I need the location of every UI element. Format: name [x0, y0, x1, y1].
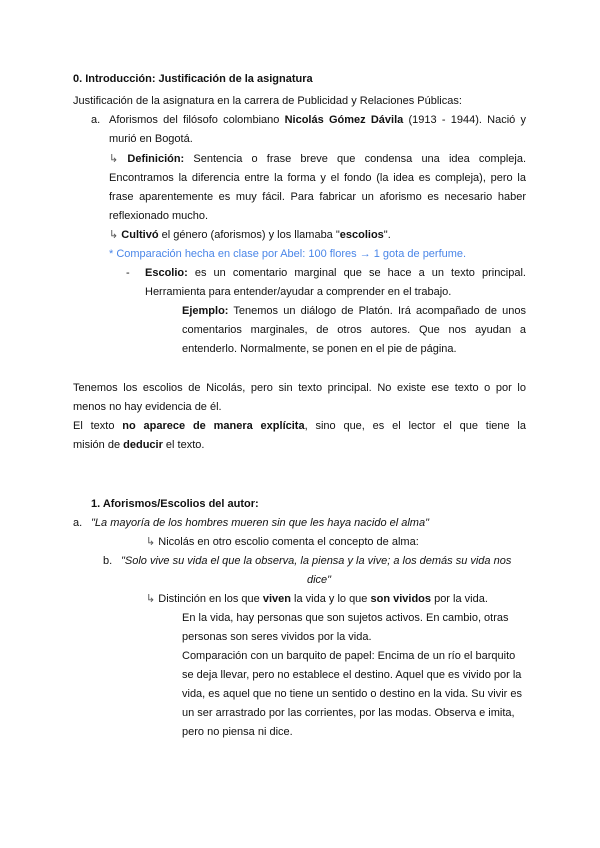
item-a-line-1: [109, 113, 526, 127]
barquito-line-5: pero no piensa ni dice.: [182, 726, 293, 738]
barquito-line-1: Comparación con un barquito de papel: Encima de un río el barquito: [182, 650, 516, 662]
texto-l2-post: el texto.: [162, 439, 205, 451]
distincion-line: [146, 592, 488, 606]
s1-marker-a: a.: [73, 517, 83, 529]
quote-a-note: [146, 535, 419, 549]
cultivo-bold: Cultivó: [121, 229, 159, 241]
definicion-line-2: Encontramos la diferencia entre la forma y el fondo (la idea es compleja), pero la: [109, 172, 526, 184]
son-vividos-bold: son vividos: [370, 593, 432, 605]
texto-l2-pre: misión de: [73, 439, 124, 451]
section-0-intro: Justificación de la asignatura en la carrera de Publicidad y Relaciones Públicas:: [73, 95, 462, 107]
class-comparison-note: * Comparación hecha en clase por Abel: 100 flores → 1 gota de perfume.: [109, 248, 467, 260]
definicion-line-3: frase aparentemente es muy fácil. Para fabricar un aforismo es necesario haber: [109, 191, 526, 203]
distincion-mid: la vida y lo que: [290, 593, 371, 605]
texto-bold: no aparece de manera explícita: [122, 420, 305, 432]
barquito-line-3: vida, es aquel que no tiene un sentido o destino en la vida. Su vivir es: [182, 688, 523, 700]
escolio-label: Escolio:: [145, 267, 188, 279]
vida-line-2: personas son seres vividos por la vida.: [182, 631, 372, 643]
barquito-line-4: un ser arrastrado por las corrientes, por las modas. Observa e imita,: [182, 707, 515, 719]
quote-b-line-1: "Solo vive su vida el que la observa, la piensa y la vive; a los demás su vida nos: [121, 555, 512, 567]
cultivo-text: el género (aforismos) y los llamaba ": [158, 229, 340, 241]
quote-a: "La mayoría de los hombres mueren sin que les haya nacido el alma": [91, 517, 429, 529]
ejemplo-label: Ejemplo:: [182, 305, 229, 317]
definicion-line-4: reflexionado mucho.: [109, 210, 209, 222]
s1-marker-b: b.: [103, 555, 113, 567]
subitem-arrow-icon: ↳: [146, 536, 156, 548]
escolios-bold: escolios: [339, 229, 384, 241]
list-marker-a: a.: [91, 114, 101, 126]
quote-b-line-2: dice": [307, 574, 332, 586]
escolio-dash: -: [126, 267, 130, 279]
texto-post: , sino que, es el lector el que tiene la: [304, 420, 526, 432]
viven-bold: viven: [262, 593, 291, 605]
ejemplo-line-2: comentarios marginales, de otros autores. Que nos ayudan a: [182, 324, 526, 336]
texto-paragraph-line-1: [73, 419, 526, 433]
escolio-text: es un comentario marginal que se hace a un texto principal.: [187, 267, 526, 279]
escolio-line-2: Herramienta para entender/ayudar a comprender en el trabajo.: [145, 286, 452, 298]
definicion-text: Sentencia o frase breve que condensa una idea compleja.: [184, 153, 526, 165]
vida-line-1: En la vida, hay personas que son sujetos activos. En cambio, otras: [182, 612, 509, 624]
section-0-title: 0. Introducción: Justificación de la asignatura: [73, 73, 313, 85]
section-1-title: 1. Aforismos/Escolios del autor:: [91, 498, 259, 510]
distincion-post: por la vida.: [431, 593, 488, 605]
cultivo-line: [109, 228, 391, 242]
author-name: Nicolás Gómez Dávila: [284, 114, 404, 126]
escolio-line-1: [145, 266, 526, 280]
subitem-arrow-icon: ↳: [109, 229, 119, 241]
cultivo-end: ".: [383, 229, 391, 241]
definicion-label: Definición:: [127, 153, 185, 165]
item-a-text: Aforismos del filósofo colombiano: [109, 114, 285, 126]
escolios-paragraph-line-1: Tenemos los escolios de Nicolás, pero sin texto principal. No existe ese texto o por lo: [73, 382, 526, 394]
ejemplo-text: Tenemos un diálogo de Platón. Irá acompañado de unos: [228, 305, 526, 317]
quote-a-note-text: Nicolás en otro escolio comenta el concepto de alma:: [155, 536, 419, 548]
distincion-pre: Distinción en los que: [155, 593, 263, 605]
deducir-bold: deducir: [123, 439, 163, 451]
escolios-paragraph-line-2: menos no hay evidencia de él.: [73, 401, 222, 413]
texto-paragraph-line-2: [73, 438, 204, 452]
ejemplo-line-1: [182, 304, 526, 318]
barquito-line-2: se deja llevar, pero no establece el destino. Aquel que es vivido por la: [182, 669, 522, 681]
ejemplo-line-3: entenderlo. Normalmente, se ponen en el pie de página.: [182, 343, 457, 355]
item-a-line-2: murió en Bogotá.: [109, 133, 193, 145]
subitem-arrow-icon: ↳: [109, 153, 119, 165]
texto-pre: El texto: [73, 420, 123, 432]
item-a-dates: (1913 - 1944). Nació y: [403, 114, 527, 126]
definicion-line-1: [109, 152, 526, 166]
subitem-arrow-icon: ↳: [146, 593, 156, 605]
